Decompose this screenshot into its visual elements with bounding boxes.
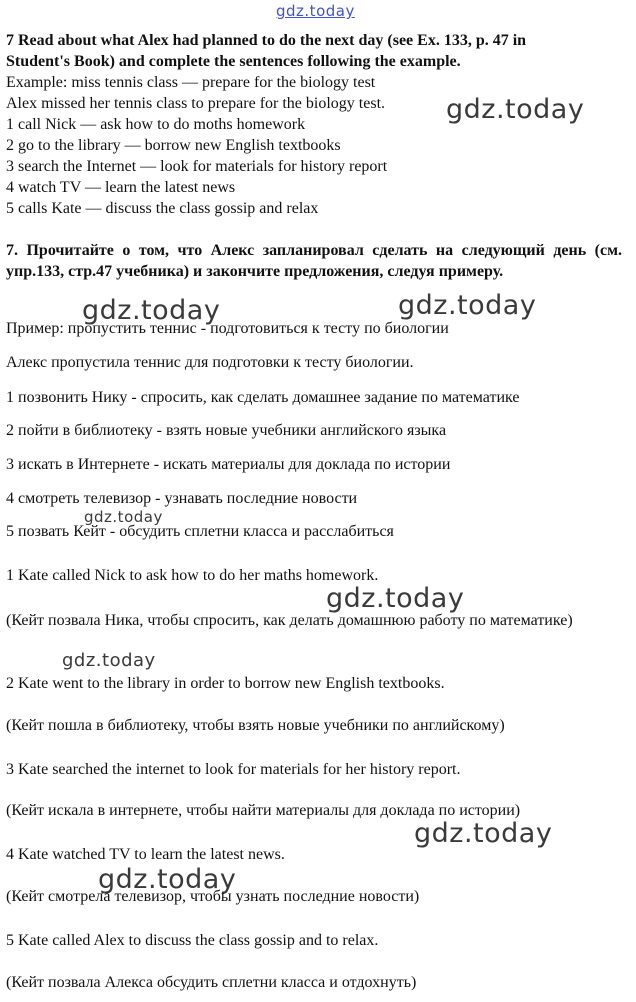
task-en-item: 5 calls Kate — discuss the class gossip and relax (6, 200, 319, 217)
answer-ru: (Кейт смотрела телевизор, чтобы узнать последние новости) (6, 888, 420, 905)
answer-ru: (Кейт пошла в библиотеку, чтобы взять новые учебники по английскому) (6, 717, 505, 734)
task-en-title-line-1: 7 Read about what Alex had planned to do the next day (see Ex. 133, p. 47 in (6, 32, 527, 49)
task-en-item: 3 search the Internet — look for materials for history report (6, 158, 388, 175)
task-en-example-prompt: Example: miss tennis class — prepare for the biology test (6, 74, 376, 91)
task-ru-example-answer: Алекс пропустила теннис для подготовки к тесту биологии. (6, 354, 414, 371)
task-ru-item: 4 смотреть телевизор - узнавать последние новости (6, 490, 358, 507)
answer-en: 2 Kate went to the library in order to borrow new English textbooks. (6, 675, 445, 692)
task-en-example-answer: Alex missed her tennis class to prepare for the biology test. (6, 95, 386, 112)
answer-en: 5 Kate called Alex to discuss the class gossip and to relax. (6, 932, 379, 949)
task-ru-item: 3 искать в Интернете - искать материалы для доклада по истории (6, 456, 451, 473)
answer-en: 4 Kate watched TV to learn the latest news. (6, 846, 285, 863)
watermark: gdz.today (84, 508, 163, 526)
task-en-item: 1 call Nick — ask how to do moths homework (6, 116, 306, 133)
watermark: gdz.today (414, 818, 553, 849)
answer-ru: (Кейт искала в интернете, чтобы найти материалы для доклада по истории) (6, 802, 521, 819)
watermark: gdz.today (326, 583, 465, 614)
task-ru-example-prompt: Пример: пропустить теннис - подготовиться к тесту по биологии (6, 320, 449, 337)
answer-ru: (Кейт позвала Алекса обсудить сплетни класса и отдохнуть) (6, 974, 417, 991)
answer-ru: (Кейт позвала Ника, чтобы спросить, как делать домашнюю работу по математике) (6, 612, 573, 629)
watermark: gdz.today (82, 295, 221, 326)
watermark: gdz.today (446, 94, 585, 125)
task-ru-item: 5 позвать Кейт - обсудить сплетни класса и расслабиться (6, 523, 394, 540)
task-ru-item: 1 позвонить Нику - спросить, как сделать домашнее задание по математике (6, 389, 520, 406)
task-en-item: 2 go to the library — borrow new English textbooks (6, 137, 341, 154)
answer-en: 1 Kate called Nick to ask how to do her maths homework. (6, 567, 379, 584)
watermark: gdz.today (62, 650, 156, 671)
top-watermark-link[interactable]: gdz.today (276, 2, 355, 20)
task-ru-item: 2 пойти в библиотеку - взять новые учебники английского языка (6, 422, 447, 439)
task-ru-title: 7. Прочитайте о том, что Алекс запланировал сделать на следующий день (см. упр.133, стр.47 учебника) и закончите предложения, следуя примеру. (6, 242, 622, 280)
task-en-title-line-2: Student's Book) and complete the sentences following the example. (6, 53, 461, 70)
task-en-item: 4 watch TV — learn the latest news (6, 179, 236, 196)
watermark: gdz.today (98, 864, 237, 895)
watermark: gdz.today (398, 290, 537, 321)
answer-en: 3 Kate searched the internet to look for materials for her history report. (6, 761, 461, 778)
